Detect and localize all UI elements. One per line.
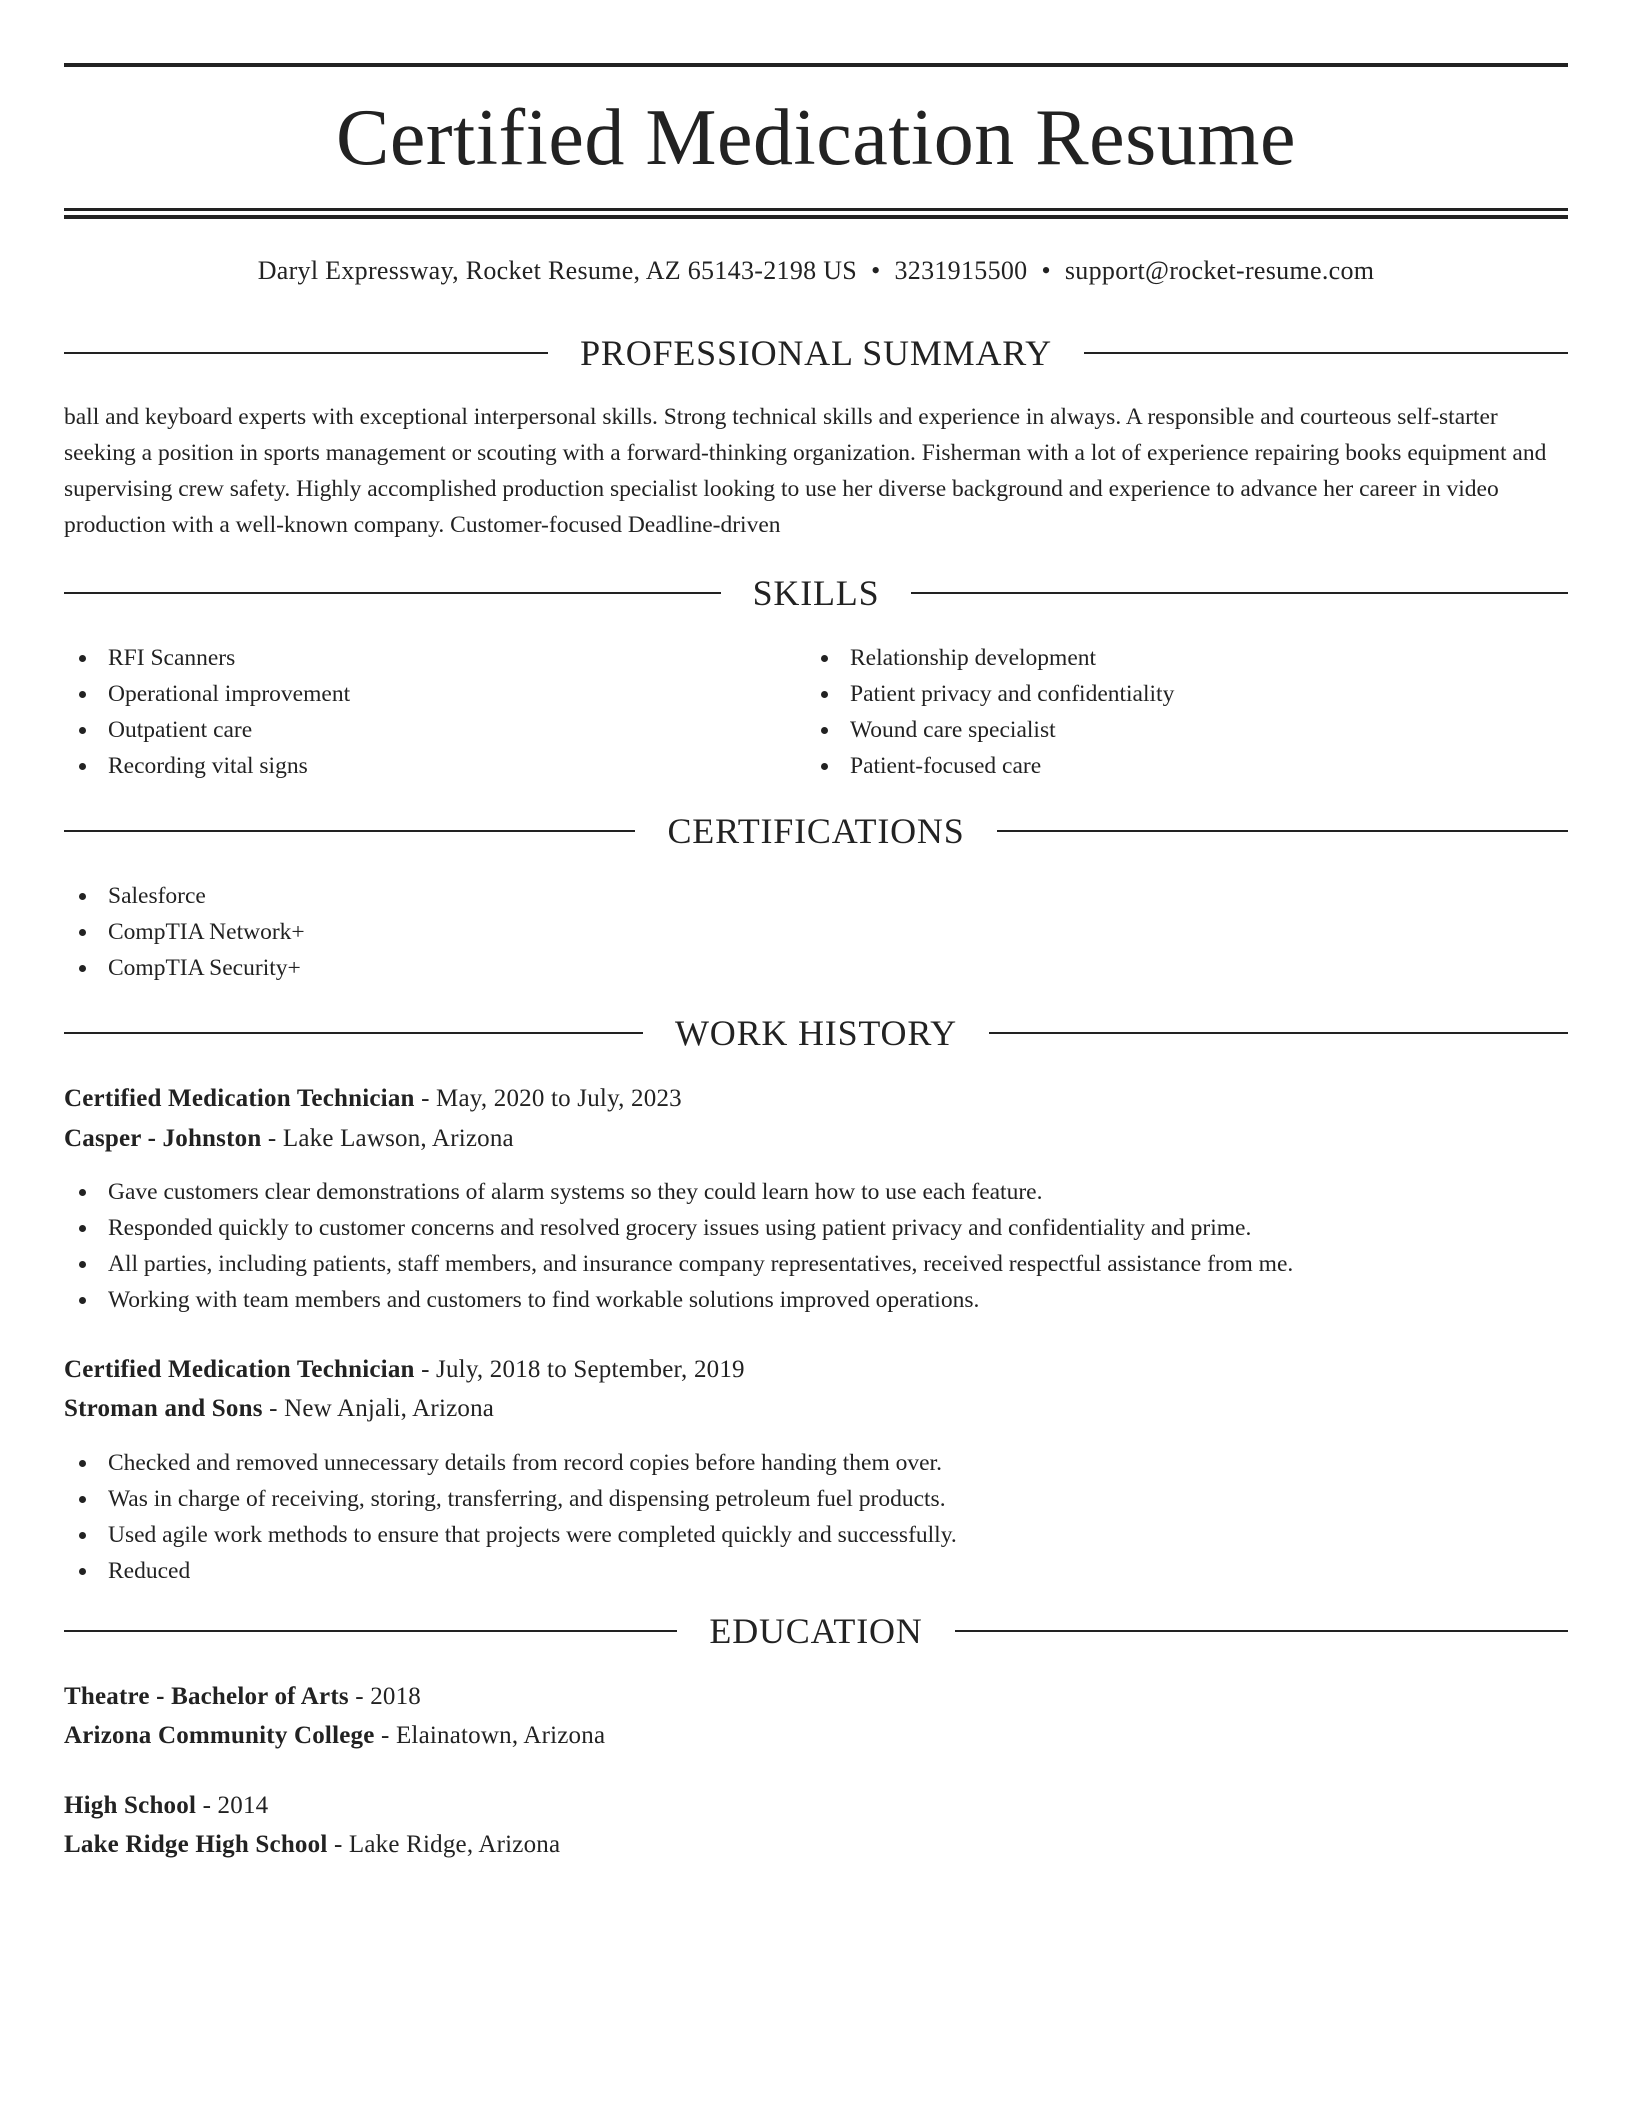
job-bullet: Checked and removed unnecessary details from record copies before handing them over.: [64, 1445, 1568, 1481]
header-top-rule: [64, 63, 1568, 67]
heading-label: PROFESSIONAL SUMMARY: [580, 333, 1052, 373]
education-degree: High School: [64, 1792, 197, 1819]
heading-rule-right: [989, 1032, 1568, 1034]
heading-rule-right: [997, 830, 1568, 832]
education-year: - 2018: [355, 1683, 422, 1710]
job-bullet: Used agile work methods to ensure that projects were completed quickly and successfully.: [64, 1517, 1568, 1553]
certification-item: CompTIA Network+: [64, 914, 1568, 950]
heading-rule-left: [64, 1630, 677, 1632]
education-school: Lake Ridge High School: [64, 1831, 328, 1858]
section-heading-education: [64, 1609, 1568, 1653]
contact-separator: •: [871, 256, 881, 285]
certifications-list: [64, 878, 1568, 986]
skill-item: Outpatient care: [64, 712, 804, 748]
education-school: Arizona Community College: [64, 1722, 375, 1749]
heading-rule-right: [955, 1630, 1568, 1632]
job-company-line: [64, 1121, 1568, 1157]
job-title-line: [64, 1352, 1568, 1388]
skill-item: RFI Scanners: [64, 640, 804, 676]
job-location: - Lake Lawson, Arizona: [267, 1125, 514, 1152]
contact-address: Daryl Expressway, Rocket Resume, AZ 65143-2198 US: [257, 256, 858, 285]
section-heading-work-history: [64, 1011, 1568, 1055]
heading-rule-left: [64, 1032, 643, 1034]
resume-title: Certified Medication Resume: [336, 94, 1296, 182]
contact-line: [64, 254, 1568, 288]
job-bullet-list: [64, 1445, 1568, 1589]
heading-label: WORK HISTORY: [675, 1013, 957, 1053]
certification-item: Salesforce: [64, 878, 1568, 914]
education-school-line: [64, 1827, 1568, 1863]
header-double-rule-lower: [64, 215, 1568, 219]
heading-label: CERTIFICATIONS: [667, 811, 965, 851]
heading-rule-left: [64, 352, 548, 354]
education-location: - Elainatown, Arizona: [380, 1722, 606, 1749]
header-double-rule-upper: [64, 208, 1568, 211]
education-degree-line: [64, 1679, 1568, 1715]
certification-item: CompTIA Security+: [64, 950, 1568, 986]
skill-item: Recording vital signs: [64, 748, 804, 784]
education-location: - Lake Ridge, Arizona: [333, 1831, 561, 1858]
education-degree: Theatre - Bachelor of Arts: [64, 1683, 349, 1710]
education-year: - 2014: [202, 1792, 269, 1819]
heading-rule-right: [911, 592, 1568, 594]
summary-paragraph: ball and keyboard experts with exceptional interpersonal skills. Strong technical skills and experience in always. A responsible and courteous self-starter seeking a position in sports management or scouting with a forward-thinking organization. Fisherman with a lot of experience repairing books equipment and supervising crew safety. Highly accomplished production specialist looking to use her diverse background and experience to advance her career in video production with a well-known company. Customer-focused Deadline-driven: [64, 404, 1547, 538]
job-bullet: Responded quickly to customer concerns and resolved grocery issues using patient privacy and confidentiality and prime.: [64, 1210, 1568, 1246]
job-title: Certified Medication Technician: [64, 1356, 415, 1383]
job-bullet: Was in charge of receiving, storing, transferring, and dispensing petroleum fuel products.: [64, 1481, 1568, 1517]
skill-item: Operational improvement: [64, 676, 804, 712]
education-degree-line: [64, 1788, 1568, 1824]
job-bullet-list: [64, 1174, 1568, 1318]
section-heading-skills: [64, 571, 1568, 615]
skill-item: Relationship development: [806, 640, 1546, 676]
job-dates: - July, 2018 to September, 2019: [421, 1356, 745, 1383]
job-bullet: Reduced: [64, 1553, 1568, 1589]
contact-phone: 3231915500: [894, 256, 1028, 285]
heading-rule-left: [64, 830, 635, 832]
job-company: Casper - Johnston: [64, 1125, 262, 1152]
job-title: Certified Medication Technician: [64, 1085, 415, 1112]
job-bullet: All parties, including patients, staff members, and insurance company representatives, received respectful assistance from me.: [64, 1246, 1568, 1282]
contact-email: support@rocket-resume.com: [1064, 256, 1375, 285]
section-heading-summary: [64, 331, 1568, 375]
heading-label: EDUCATION: [709, 1611, 923, 1651]
job-bullet: Working with team members and customers to find workable solutions improved operations.: [64, 1282, 1568, 1318]
job-company-line: [64, 1391, 1568, 1427]
heading-rule-left: [64, 592, 721, 594]
skill-item: Wound care specialist: [806, 712, 1546, 748]
job-title-line: [64, 1081, 1568, 1117]
heading-label: SKILLS: [752, 573, 880, 613]
skill-item: Patient privacy and confidentiality: [806, 676, 1546, 712]
section-heading-certifications: [64, 809, 1568, 853]
job-location: - New Anjali, Arizona: [269, 1395, 495, 1422]
skill-item: Patient-focused care: [806, 748, 1546, 784]
job-bullet: Gave customers clear demonstrations of alarm systems so they could learn how to use each feature.: [64, 1174, 1568, 1210]
job-company: Stroman and Sons: [64, 1395, 263, 1422]
contact-separator: •: [1041, 256, 1051, 285]
education-school-line: [64, 1718, 1568, 1754]
job-dates: - May, 2020 to July, 2023: [421, 1085, 682, 1112]
skills-list-right: [806, 640, 1546, 784]
skills-list-left: [64, 640, 804, 784]
heading-rule-right: [1084, 352, 1568, 354]
